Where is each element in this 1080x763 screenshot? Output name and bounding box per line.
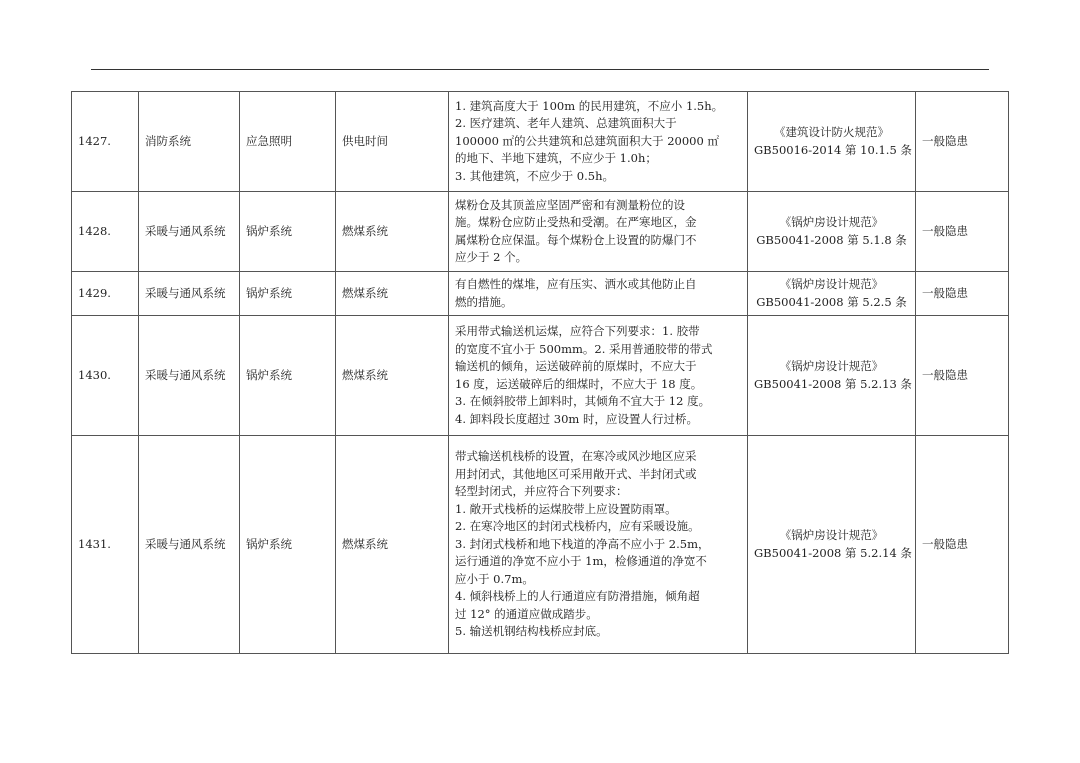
hazard-level-cell: 一般隐患 <box>916 316 1009 436</box>
standard-line: GB50041-2008 第 5.2.5 条 <box>756 294 907 309</box>
table-body <box>72 92 1009 654</box>
requirement-line: 的宽度不宜小于 500mm。2. 采用普通胶带的带式 <box>455 341 713 356</box>
requirement-line: 2. 在寒冷地区的封闭式栈桥内，应有采暖设施。 <box>455 519 700 534</box>
category-cell: 消防系统 <box>139 92 240 192</box>
row-number: 1430. <box>72 316 139 436</box>
hazard-level-cell: 一般隐患 <box>916 272 1009 316</box>
system-cell: 锅炉系统 <box>240 316 336 436</box>
requirement-line: 5. 输送机钢结构栈桥应封底。 <box>455 624 608 639</box>
requirement-cell <box>449 316 748 436</box>
standard-line: 《锅炉房设计规范》 <box>779 277 884 291</box>
system-cell: 应急照明 <box>240 92 336 192</box>
row-number: 1427. <box>72 92 139 192</box>
requirement-cell <box>449 436 748 654</box>
standard-cell <box>748 436 916 654</box>
hazard-level-cell: 一般隐患 <box>916 192 1009 272</box>
requirement-line: 4. 卸料段长度超过 30m 时，应设置人行过桥。 <box>455 411 698 426</box>
category-cell: 采暖与通风系统 <box>139 316 240 436</box>
requirement-line: 属煤粉仓应保温。每个煤粉仓上设置的防爆门不 <box>455 232 697 247</box>
row-number: 1431. <box>72 436 139 654</box>
standard-line: GB50041-2008 第 5.2.14 条 <box>754 545 912 560</box>
requirement-line: 的地下、半地下建筑，不应少于 1.0h； <box>455 151 657 166</box>
requirement-cell <box>449 92 748 192</box>
requirement-line: 16 度，运送破碎后的细煤时，不应大于 18 度。 <box>455 376 703 391</box>
requirement-cell <box>449 272 748 316</box>
standard-line: GB50016-2014 第 10.1.5 条 <box>754 142 912 157</box>
item-cell: 供电时间 <box>336 92 449 192</box>
system-cell: 锅炉系统 <box>240 192 336 272</box>
item-cell: 燃煤系统 <box>336 436 449 654</box>
requirement-line: 3. 封闭式栈桥和地下栈道的净高不应小于 2.5m， <box>455 536 710 551</box>
standard-cell <box>748 92 916 192</box>
requirement-line: 应小于 0.7m。 <box>455 571 534 586</box>
requirement-line: 煤粉仓及其顶盖应坚固严密和有测量粉位的设 <box>455 197 685 212</box>
category-cell: 采暖与通风系统 <box>139 436 240 654</box>
standard-line: 《锅炉房设计规范》 <box>779 359 884 373</box>
row-number: 1428. <box>72 192 139 272</box>
requirement-line: 轻型封闭式，并应符合下列要求： <box>455 484 628 499</box>
requirement-line: 1. 建筑高度大于 100m 的民用建筑，不应小 1.5h。 <box>455 98 724 113</box>
requirement-line: 3. 其他建筑，不应少于 0.5h。 <box>455 168 614 183</box>
standard-line: GB50041-2008 第 5.2.13 条 <box>754 376 912 391</box>
requirement-line: 用封闭式，其他地区可采用敞开式、半封闭式或 <box>455 466 697 481</box>
header-rule <box>91 69 989 70</box>
requirement-line: 3. 在倾斜胶带上卸料时，其倾角不宜大于 12 度。 <box>455 394 711 408</box>
requirement-line: 施。煤粉仓应防止受热和受潮。在严寒地区，金 <box>455 215 697 229</box>
table-row <box>72 92 1009 192</box>
requirement-line: 带式输送机栈桥的设置，在寒冷或风沙地区应采 <box>455 449 697 464</box>
hazard-level-cell: 一般隐患 <box>916 92 1009 192</box>
requirement-line: 100000 ㎡的公共建筑和总建筑面积大于 20000 ㎡ <box>455 133 719 148</box>
category-cell: 采暖与通风系统 <box>139 272 240 316</box>
requirement-line: 输送机的倾角，运送破碎前的原煤时，不应大于 <box>455 359 697 373</box>
requirement-line: 2. 医疗建筑、老年人建筑、总建筑面积大于 <box>455 116 677 131</box>
table-row <box>72 272 1009 316</box>
standard-line: GB50041-2008 第 5.1.8 条 <box>756 232 907 247</box>
table-row <box>72 192 1009 272</box>
standard-cell <box>748 316 916 436</box>
standard-line: 《锅炉房设计规范》 <box>779 528 884 542</box>
requirement-line: 有自燃性的煤堆，应有压实、洒水或其他防止自 <box>455 277 697 291</box>
standard-cell <box>748 192 916 272</box>
hazard-table <box>71 91 1009 654</box>
requirement-line: 燃的措施。 <box>455 294 513 309</box>
requirement-line: 应少于 2 个。 <box>455 250 528 264</box>
hazard-level-cell: 一般隐患 <box>916 436 1009 654</box>
requirement-cell <box>449 192 748 272</box>
requirement-line: 过 12° 的通道应做成踏步。 <box>455 606 598 621</box>
table-row <box>72 436 1009 654</box>
table-row <box>72 316 1009 436</box>
requirement-line: 4. 倾斜栈桥上的人行通道应有防滑措施，倾角超 <box>455 589 700 604</box>
requirement-line: 采用带式输送机运煤，应符合下列要求：1. 胶带 <box>455 324 700 338</box>
system-cell: 锅炉系统 <box>240 272 336 316</box>
standard-cell <box>748 272 916 316</box>
category-cell: 采暖与通风系统 <box>139 192 240 272</box>
standard-line: 《锅炉房设计规范》 <box>779 215 884 229</box>
requirement-line: 1. 敞开式栈桥的运煤胶带上应设置防雨罩。 <box>455 501 677 516</box>
item-cell: 燃煤系统 <box>336 316 449 436</box>
standard-line: 《建筑设计防火规范》 <box>774 125 889 139</box>
requirement-line: 运行通道的净宽不应小于 1m，检修通道的净宽不 <box>455 554 707 569</box>
system-cell: 锅炉系统 <box>240 436 336 654</box>
item-cell: 燃煤系统 <box>336 272 449 316</box>
row-number: 1429. <box>72 272 139 316</box>
item-cell: 燃煤系统 <box>336 192 449 272</box>
